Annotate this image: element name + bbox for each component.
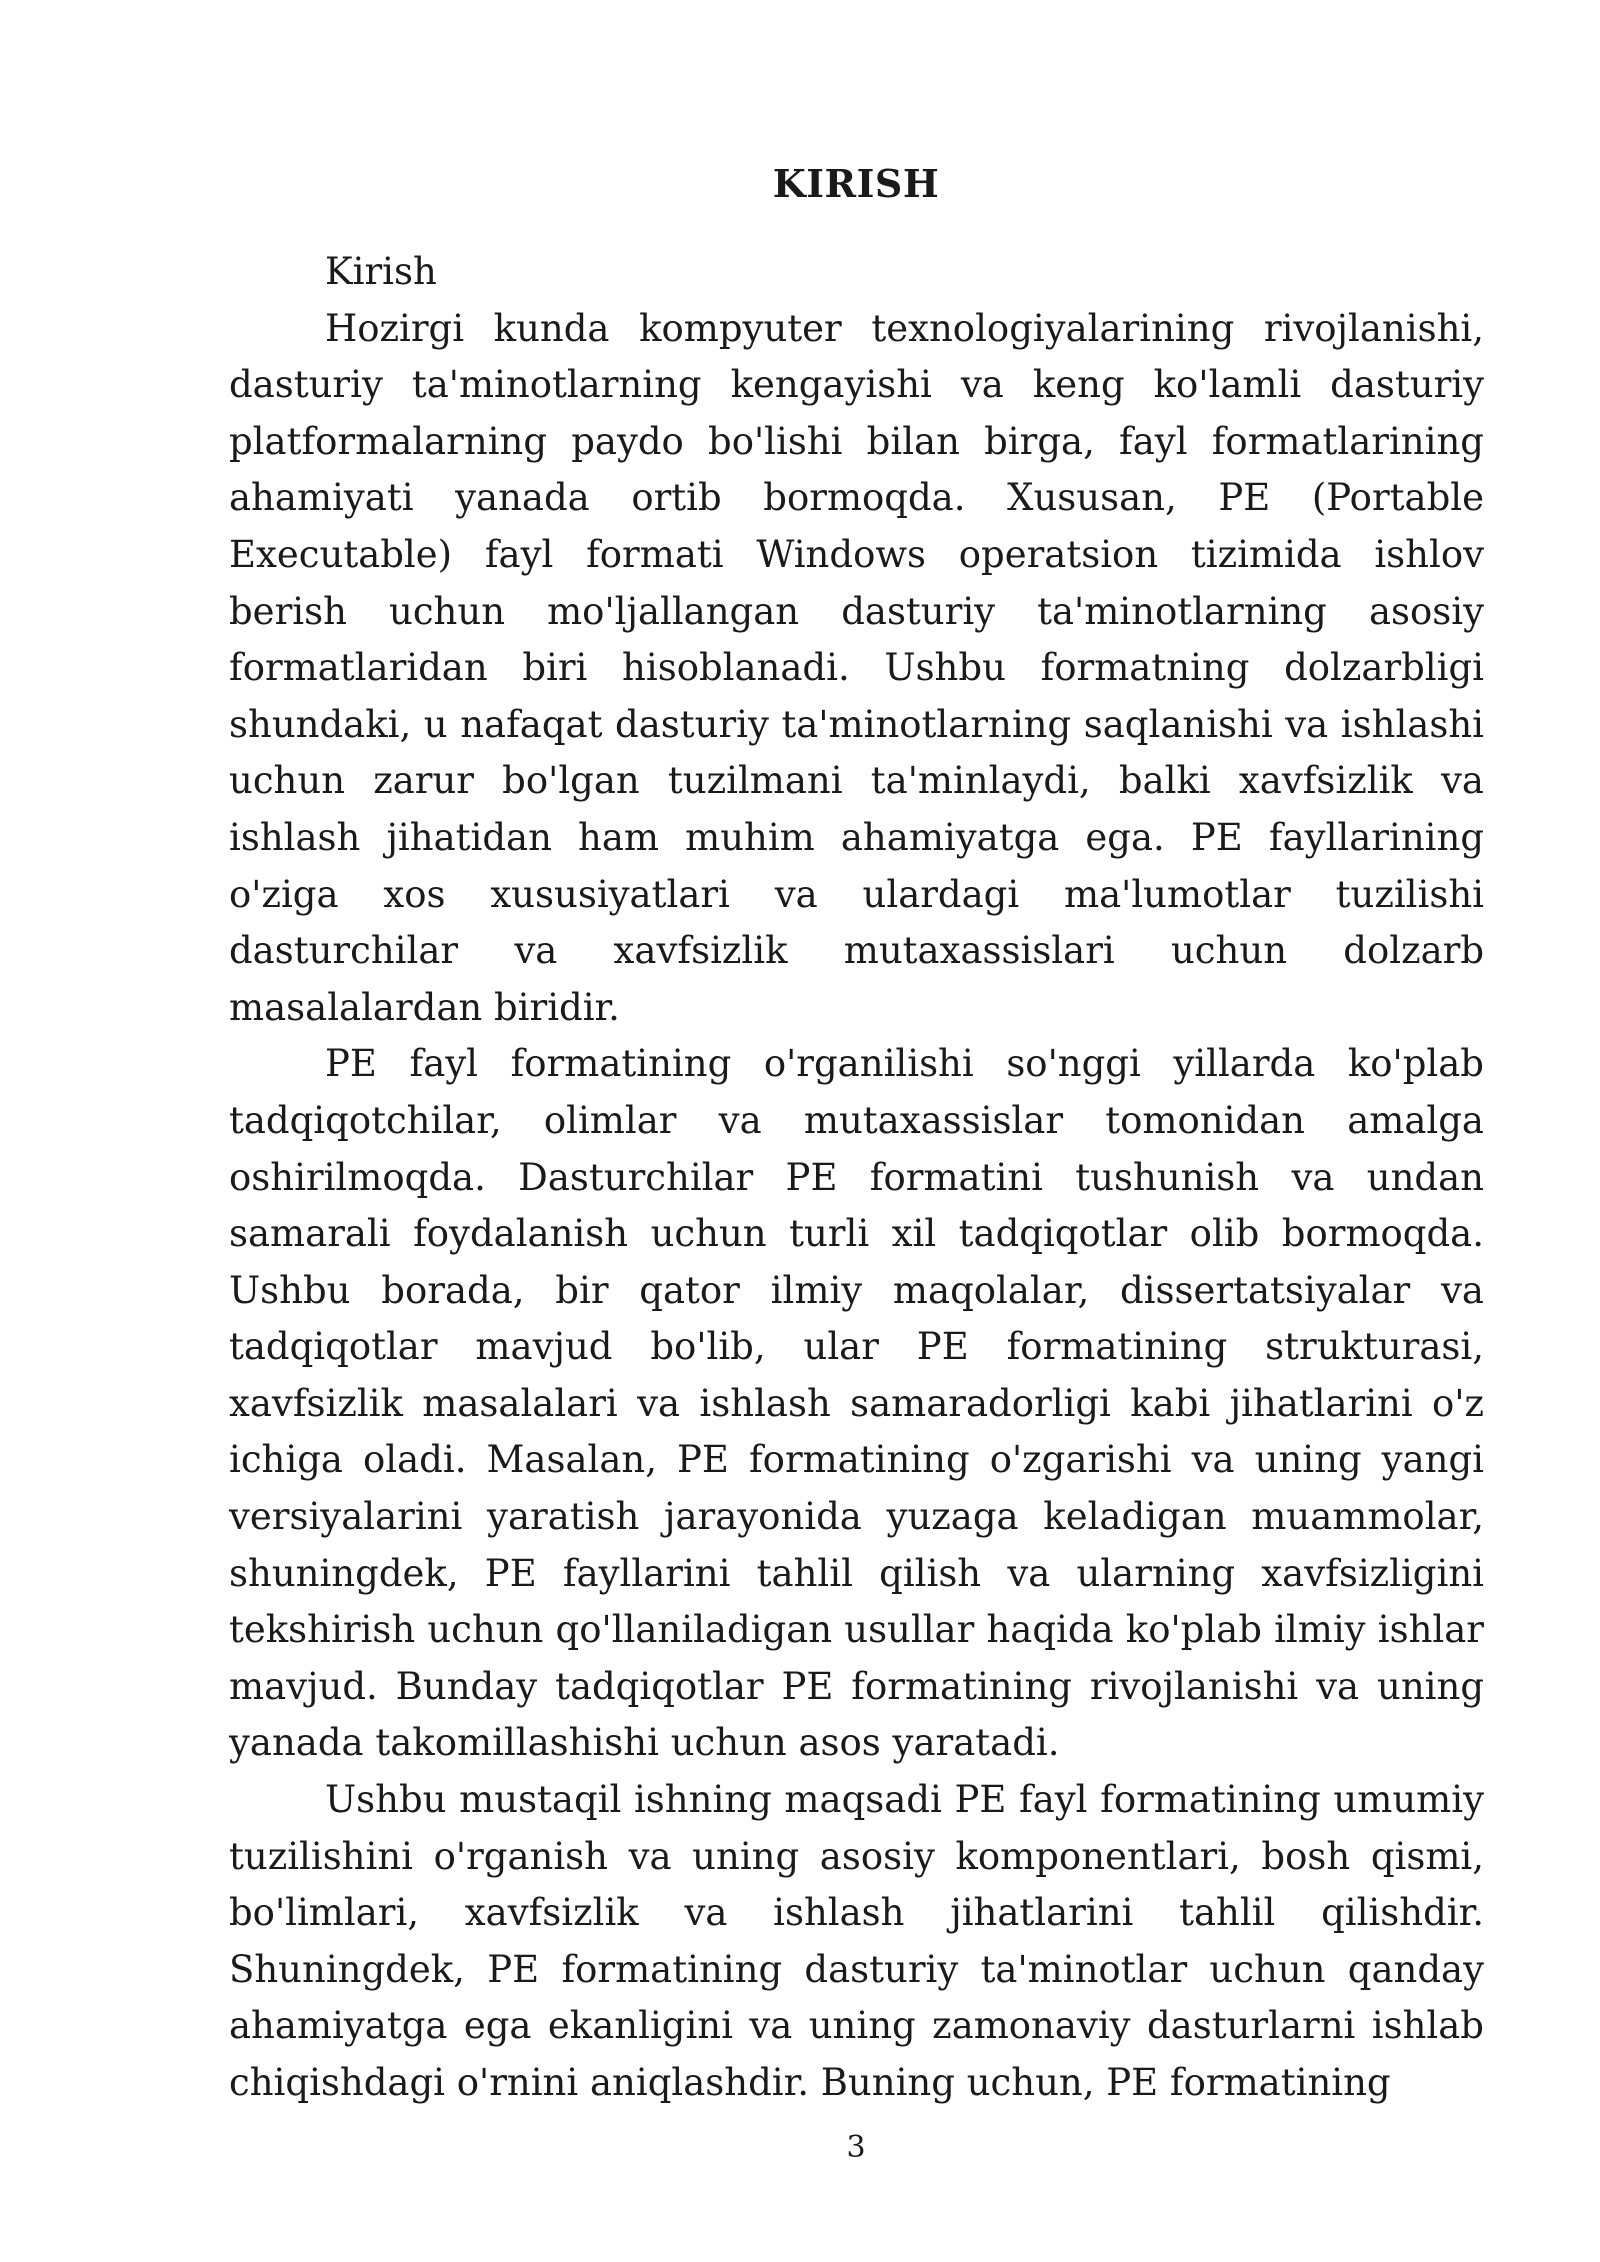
body-text <box>229 244 1484 2112</box>
subheading: Kirish <box>325 250 437 293</box>
paragraph-3: Ushbu mustaqil ishning maqsadi PE fayl formatining umumiy tuzilishini o'rganish va uning asosiy komponentlari, bosh qismi, bo'limlari, xavfsizlik va ishlash jihatlarini tahlil qilishdir. Shuningdek, PE formatining dasturiy ta'minotlar uchun qanday ahamiyatga ega ekanligini va uning zamonaviy dasturlarni ishlab chiqishdagi o'rnini aniqlashdir. Buning uchun, PE formatining <box>229 1778 1484 2104</box>
paragraph-2: PE fayl formatining o'rganilishi so'nggi yillarda ko'plab tadqiqotchilar, olimlar va mutaxassislar tomonidan amalga oshirilmoqda. Dasturchilar PE formatini tushunish va undan samarali foydalanish uchun turli xil tadqiqotlar olib bormoqda. Ushbu borada, bir qator ilmiy maqolalar, dissertatsiyalar va tadqiqotlar mavjud bo'lib, ular PE formatining strukturasi, xavfsizlik masalalari va ishlash samaradorligi kabi jihatlarini o'z ichiga oladi. Masalan, PE formatining o'zgarishi va uning yangi versiyalarini yaratish jarayonida yuzaga keladigan muammolar, shuningdek, PE fayllarini tahlil qilish va ularning xavfsizligini tekshirish uchun qo'llaniladigan usullar haqida ko'plab ilmiy ishlar mavjud. Bunday tadqiqotlar PE formatining rivojlanishi va uning yanada takomillashishi uchun asos yaratadi. <box>229 1042 1484 1765</box>
page-number: 3 <box>846 2130 866 2165</box>
page-title: KIRISH <box>772 161 940 206</box>
paragraph-1: Hozirgi kunda kompyuter texnologiyalarining rivojlanishi, dasturiy ta'minotlarning kengayishi va keng ko'lamli dasturiy platformalarning paydo bo'lishi bilan birga, fayl formatlarining ahamiyati yanada ortib bormoqda. Xususan, PE (Portable Executable) fayl formati Windows operatsion tizimida ishlov berish uchun mo'ljallangan dasturiy ta'minotlarning asosiy formatlaridan biri hisoblanadi. Ushbu formatning dolzarbligi shundaki, u nafaqat dasturiy ta'minotlarning saqlanishi va ishlashi uchun zarur bo'lgan tuzilmani ta'minlaydi, balki xavfsizlik va ishlash jihatidan ham muhim ahamiyatga ega. PE fayllarining o'ziga xos xususiyatlari va ulardagi ma'lumotlar tuzilishi dasturchilar va xavfsizlik mutaxassislari uchun dolzarb masalalardan biridir. <box>229 306 1484 1029</box>
